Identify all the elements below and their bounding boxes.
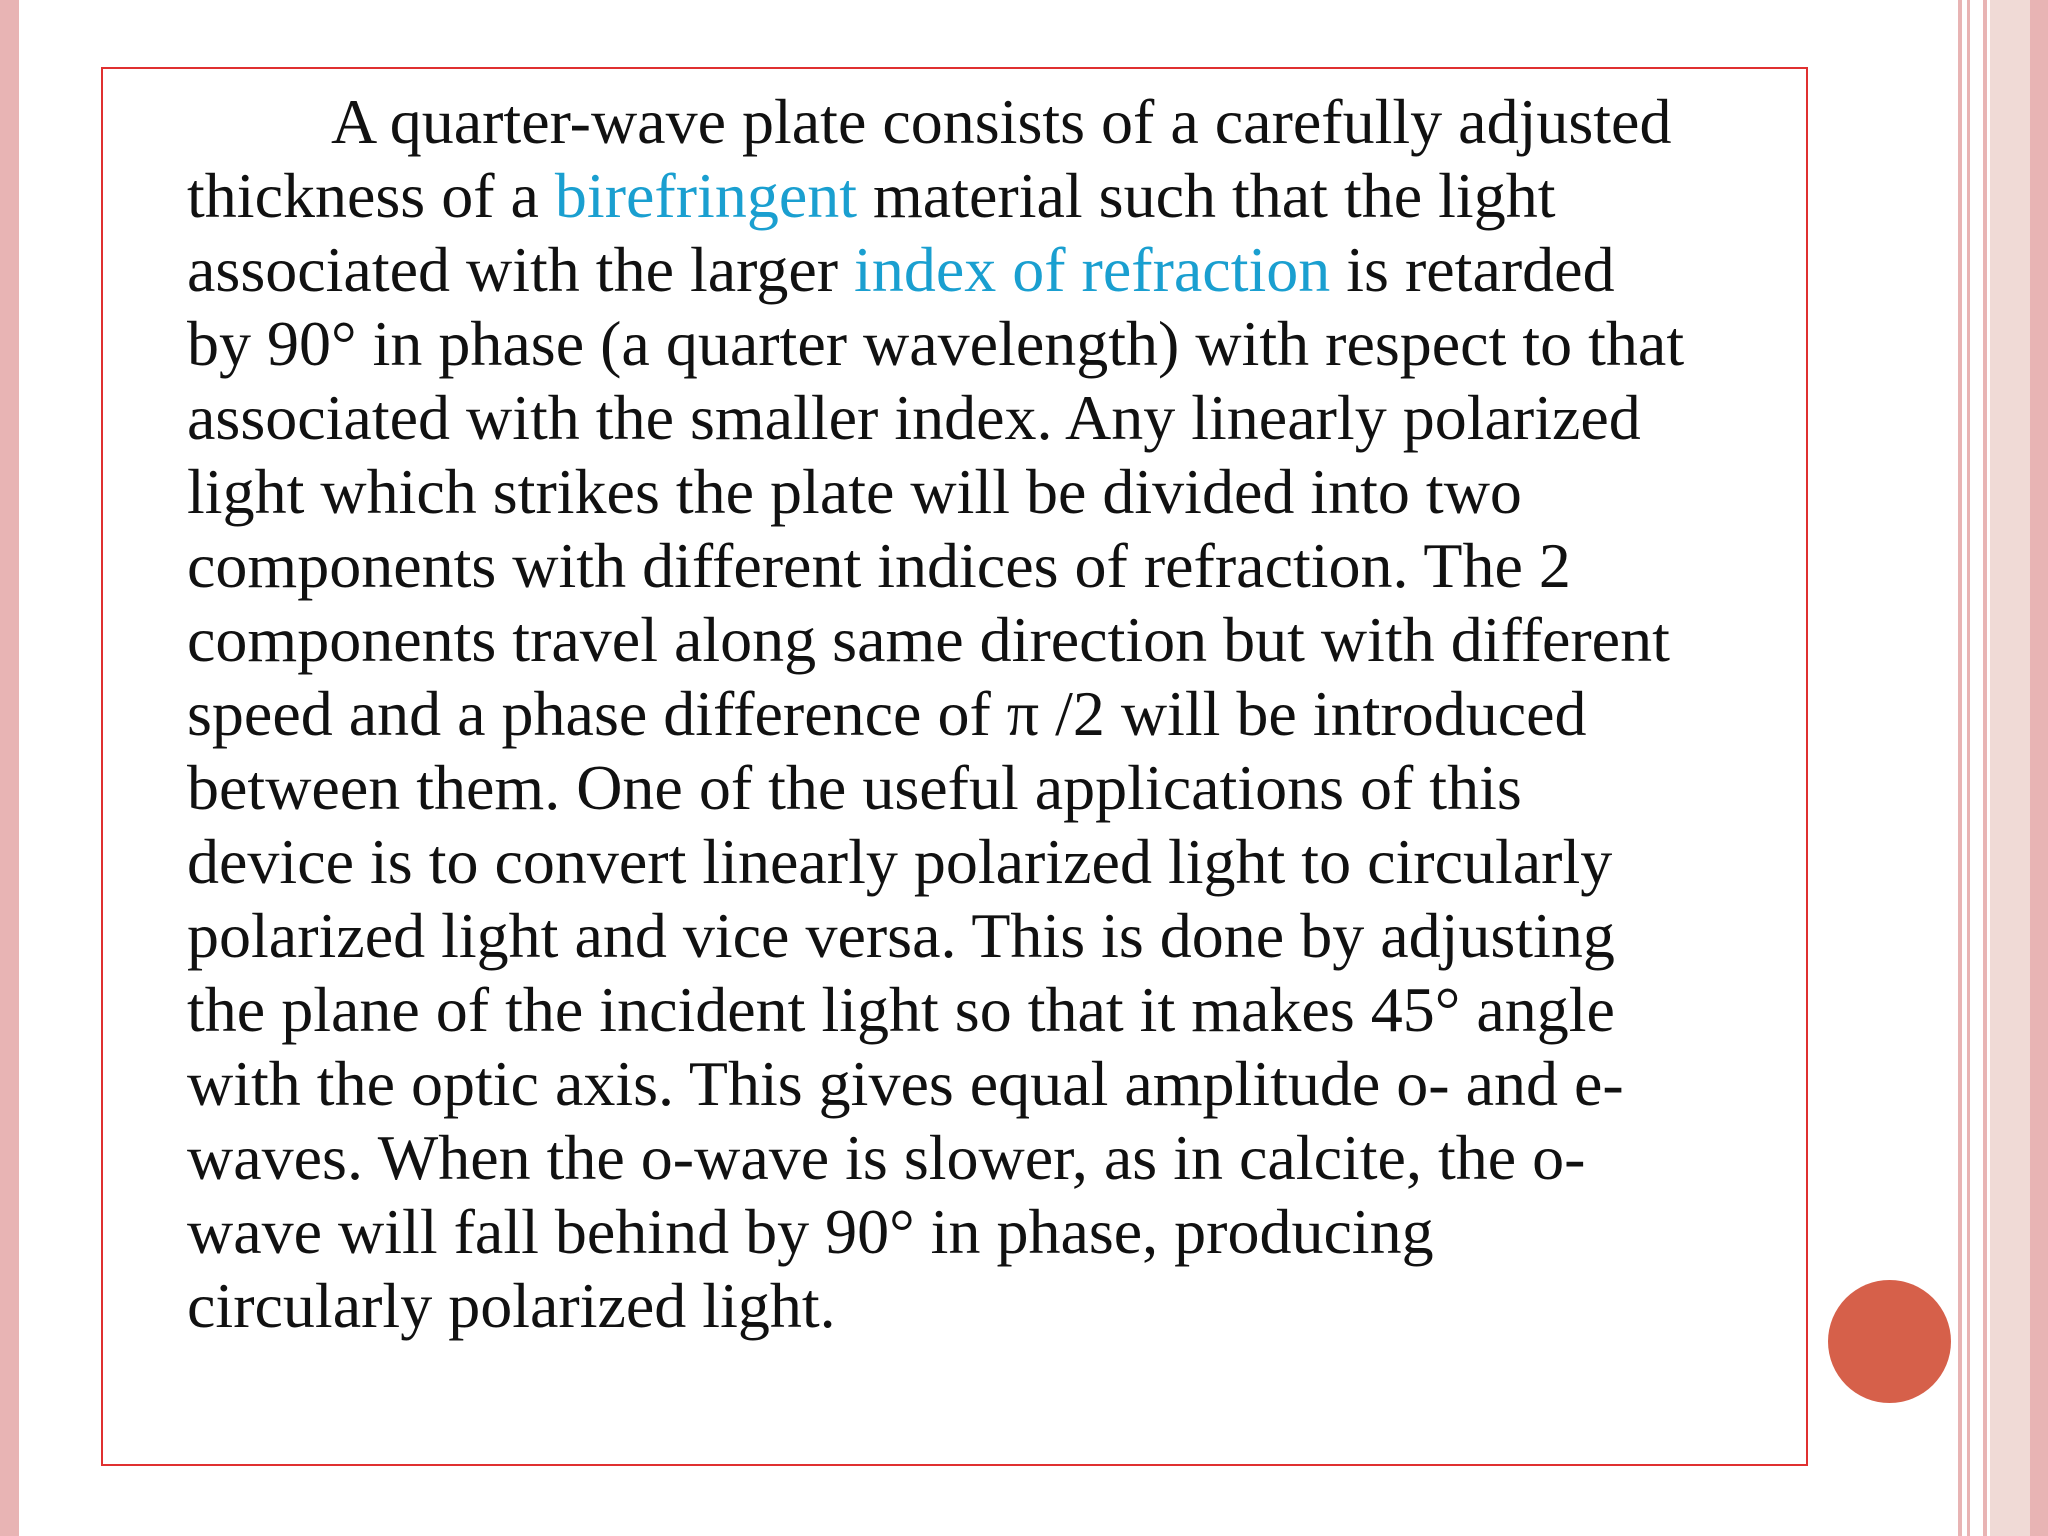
paragraph-line [187,677,1797,751]
paragraph-text: circularly polarized light. [187,1270,836,1341]
paragraph-line [187,973,1797,1047]
decorative-circle [1828,1280,1951,1403]
paragraph-line [187,85,1797,159]
paragraph-text: material such that the light [857,160,1556,231]
paragraph-line [187,455,1797,529]
paragraph-text: thickness of a [187,160,555,231]
paragraph-line [187,307,1797,381]
hyperlink-text[interactable]: birefringent [554,160,857,231]
paragraph-text: associated with the smaller index. Any linearly polarized [187,382,1641,453]
paragraph-line [187,899,1797,973]
paragraph-text: between them. One of the useful applications of this [187,752,1522,823]
right-decorative-line [1967,0,1970,1536]
right-decorative-line [1958,0,1962,1536]
paragraph-line [187,381,1797,455]
paragraph-text: wave will fall behind by 90° in phase, producing [187,1196,1434,1267]
paragraph-text: light which strikes the plate will be divided into two [187,456,1522,527]
paragraph-text: with the optic axis. This gives equal amplitude o- and e- [187,1048,1624,1119]
paragraph-line [187,159,1797,233]
paragraph-text: is retarded [1330,234,1615,305]
paragraph-text: device is to convert linearly polarized light to circularly [187,826,1613,897]
right-decorative-band [1990,0,2030,1536]
paragraph-text: components travel along same direction but with different [187,604,1670,675]
paragraph-line [187,603,1797,677]
paragraph-line [187,751,1797,825]
right-decorative-line [1983,0,1987,1536]
slide-text-box [101,67,1808,1466]
paragraph-line [187,529,1797,603]
paragraph-text: associated with the larger [187,234,855,305]
paragraph-text: speed and a phase difference of π /2 will be introduced [187,678,1587,749]
paragraph-text: waves. When the o-wave is slower, as in calcite, the o- [187,1122,1586,1193]
paragraph-line [187,1195,1797,1269]
paragraph-text: polarized light and vice versa. This is done by adjusting [187,900,1615,971]
paragraph-line [187,1269,1797,1343]
paragraph-line [187,1121,1797,1195]
paragraph-line [187,233,1797,307]
right-decorative-stripe [2030,0,2048,1536]
paragraph-text: A quarter-wave plate consists of a carefully adjusted [331,86,1672,157]
paragraph-line [187,1047,1797,1121]
hyperlink-text[interactable]: index of refraction [854,234,1331,305]
paragraph-line [187,825,1797,899]
paragraph-text: by 90° in phase (a quarter wavelength) with respect to that [187,308,1685,379]
slide-paragraph [187,85,1797,1343]
paragraph-text: components with different indices of refraction. The 2 [187,530,1571,601]
paragraph-text: the plane of the incident light so that it makes 45° angle [187,974,1615,1045]
left-decorative-stripe [0,0,19,1536]
